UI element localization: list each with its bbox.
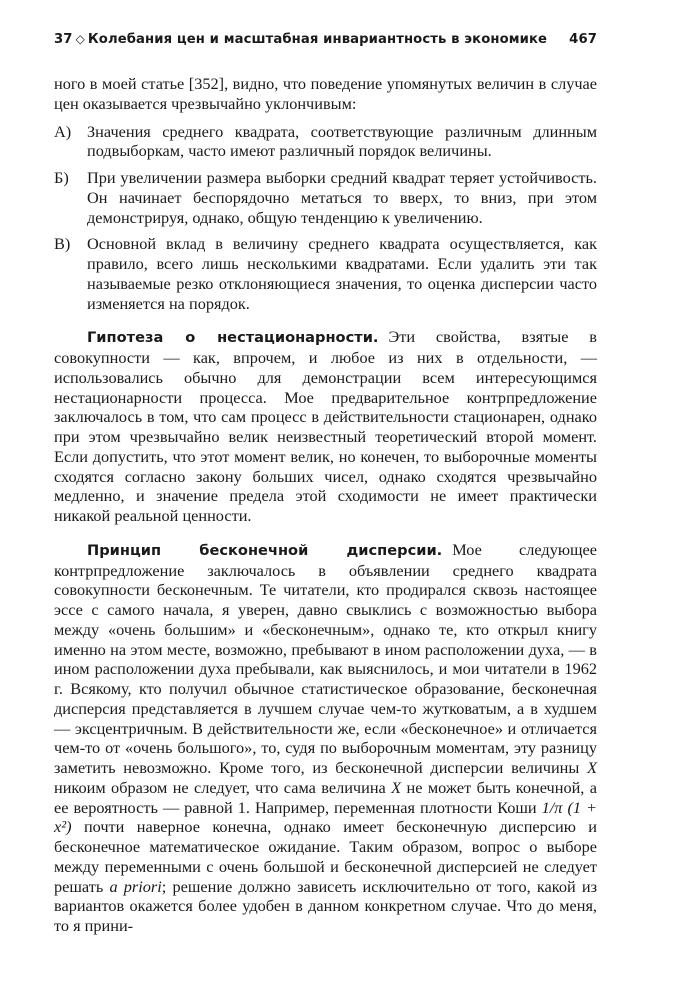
infinite-variance-text-e: ; решение должно зависеть исключительно от того, какой из вариантов окажется более удобен в данном конкретном случае. Что до меня, то я прини-: [54, 876, 598, 935]
chapter-title: Колебания цен и масштабная инвариантность в экономике: [87, 32, 548, 47]
page-number: 467: [569, 32, 597, 47]
property-list: [54, 122, 597, 314]
list-marker: А): [54, 121, 72, 141]
chapter-number: 37: [54, 32, 73, 47]
nonstationarity-heading: Гипотеза о нестационарности.: [87, 329, 379, 347]
list-marker: Б): [54, 168, 69, 187]
a-priori: a priori: [109, 876, 162, 896]
nonstationarity-paragraph: [54, 327, 597, 526]
infinite-variance-text-b: никоим образом не следует, что сама величина: [54, 777, 386, 797]
list-item-text: Значения среднего квадрата, соответствующие различным длинным подвыборкам, часто имеют различный порядок величины.: [87, 121, 597, 161]
intro-paragraph: ного в моей статье [352], видно, что поведение упомянутых величин в случае цен оказывается чрезвычайно уклончивым:: [54, 74, 597, 113]
infinite-variance-text-a: Мое следующее контрпредложение заключалось в объявлении среднего квадрата совокупности бесконечным. Те читатели, кто продирался сквозь настоящее эссе с самого начала, я уверен, давно свыклись с возможностью выбора между «очень большим» и «бесконечным», однако те, кто открыл книгу именно на этом месте, возможно, пребывают в ином расположении духа, — в ином расположении духа пребывали, как выяснилось, и мои читатели в 1962 г. Всякому, кто получил обычное статистическое образование, бесконечная дисперсия представляется в лучшем случае чем-то жутковатым, а в худшем — эксцентричным. В действительности же, если «бесконечное» и отличается чем-то от «очень большого», то, судя по выборочным моментам, эту разницу заметить невозможно. Кроме того, из бесконечной дисперсии величины: [54, 539, 597, 777]
body-text: [54, 74, 597, 936]
list-item-text: Основной вклад в величину среднего квадрата осуществляется, как правило, всего лишь несколькими квадратами. Если удалить эти так называемые резко отклоняющиеся значения, то оценка дисперсии часто изменяется на порядок.: [87, 234, 597, 313]
header-left: [54, 32, 547, 47]
variable-x: X: [587, 758, 598, 777]
nonstationarity-text: Эти свойства, взятые в совокупности — как, впрочем, и любое из них в отдельности, — использовались обычно для демонстрации всем интересующимся нестационарности процесса. Мое предварительное контрпредложение заключалось в том, что сам процесс в действительности стационарен, однако при этом чрезвычайно велик неизвестный теоретический второй момент. Если допустить, что этот момент велик, но конечен, то выборочные моменты сходятся согласно закону больших чисел, однако сходятся чрезвычайно медленно, и значение предела этой сходимости не имеет практически никакой реальной ценности.: [54, 327, 597, 525]
infinite-variance-text-c: не может быть конечной, а ее вероятность — равной 1. Например, переменная плотности Коши: [54, 777, 597, 817]
book-page: [54, 32, 597, 936]
list-item: [54, 122, 597, 162]
infinite-variance-text-d: почти наверное конечна, однако имеет бесконечную дисперсию и бесконечное математическое ожидание. Таким образом, вопрос о выборе между переменными с очень большой и бесконечной дисперсией не следует решать: [54, 817, 597, 896]
list-item-text: При увеличении размера выборки средний квадрат теряет устойчивость. Он начинает беспорядочно метаться то вверх, то вниз, при этом демонстрируя, однако, общую тенденцию к увеличению.: [87, 168, 597, 227]
infinite-variance-paragraph: [54, 540, 597, 936]
variable-x: X: [391, 777, 402, 797]
running-header: [54, 32, 597, 54]
list-marker: В): [54, 234, 71, 254]
infinite-variance-heading: Принцип бесконечной дисперсии.: [87, 541, 443, 559]
cauchy-formula: 1/π (1 + x²): [54, 797, 598, 837]
diamond-icon: ◇: [75, 32, 85, 46]
list-item: [54, 234, 597, 313]
list-item: [54, 168, 597, 227]
